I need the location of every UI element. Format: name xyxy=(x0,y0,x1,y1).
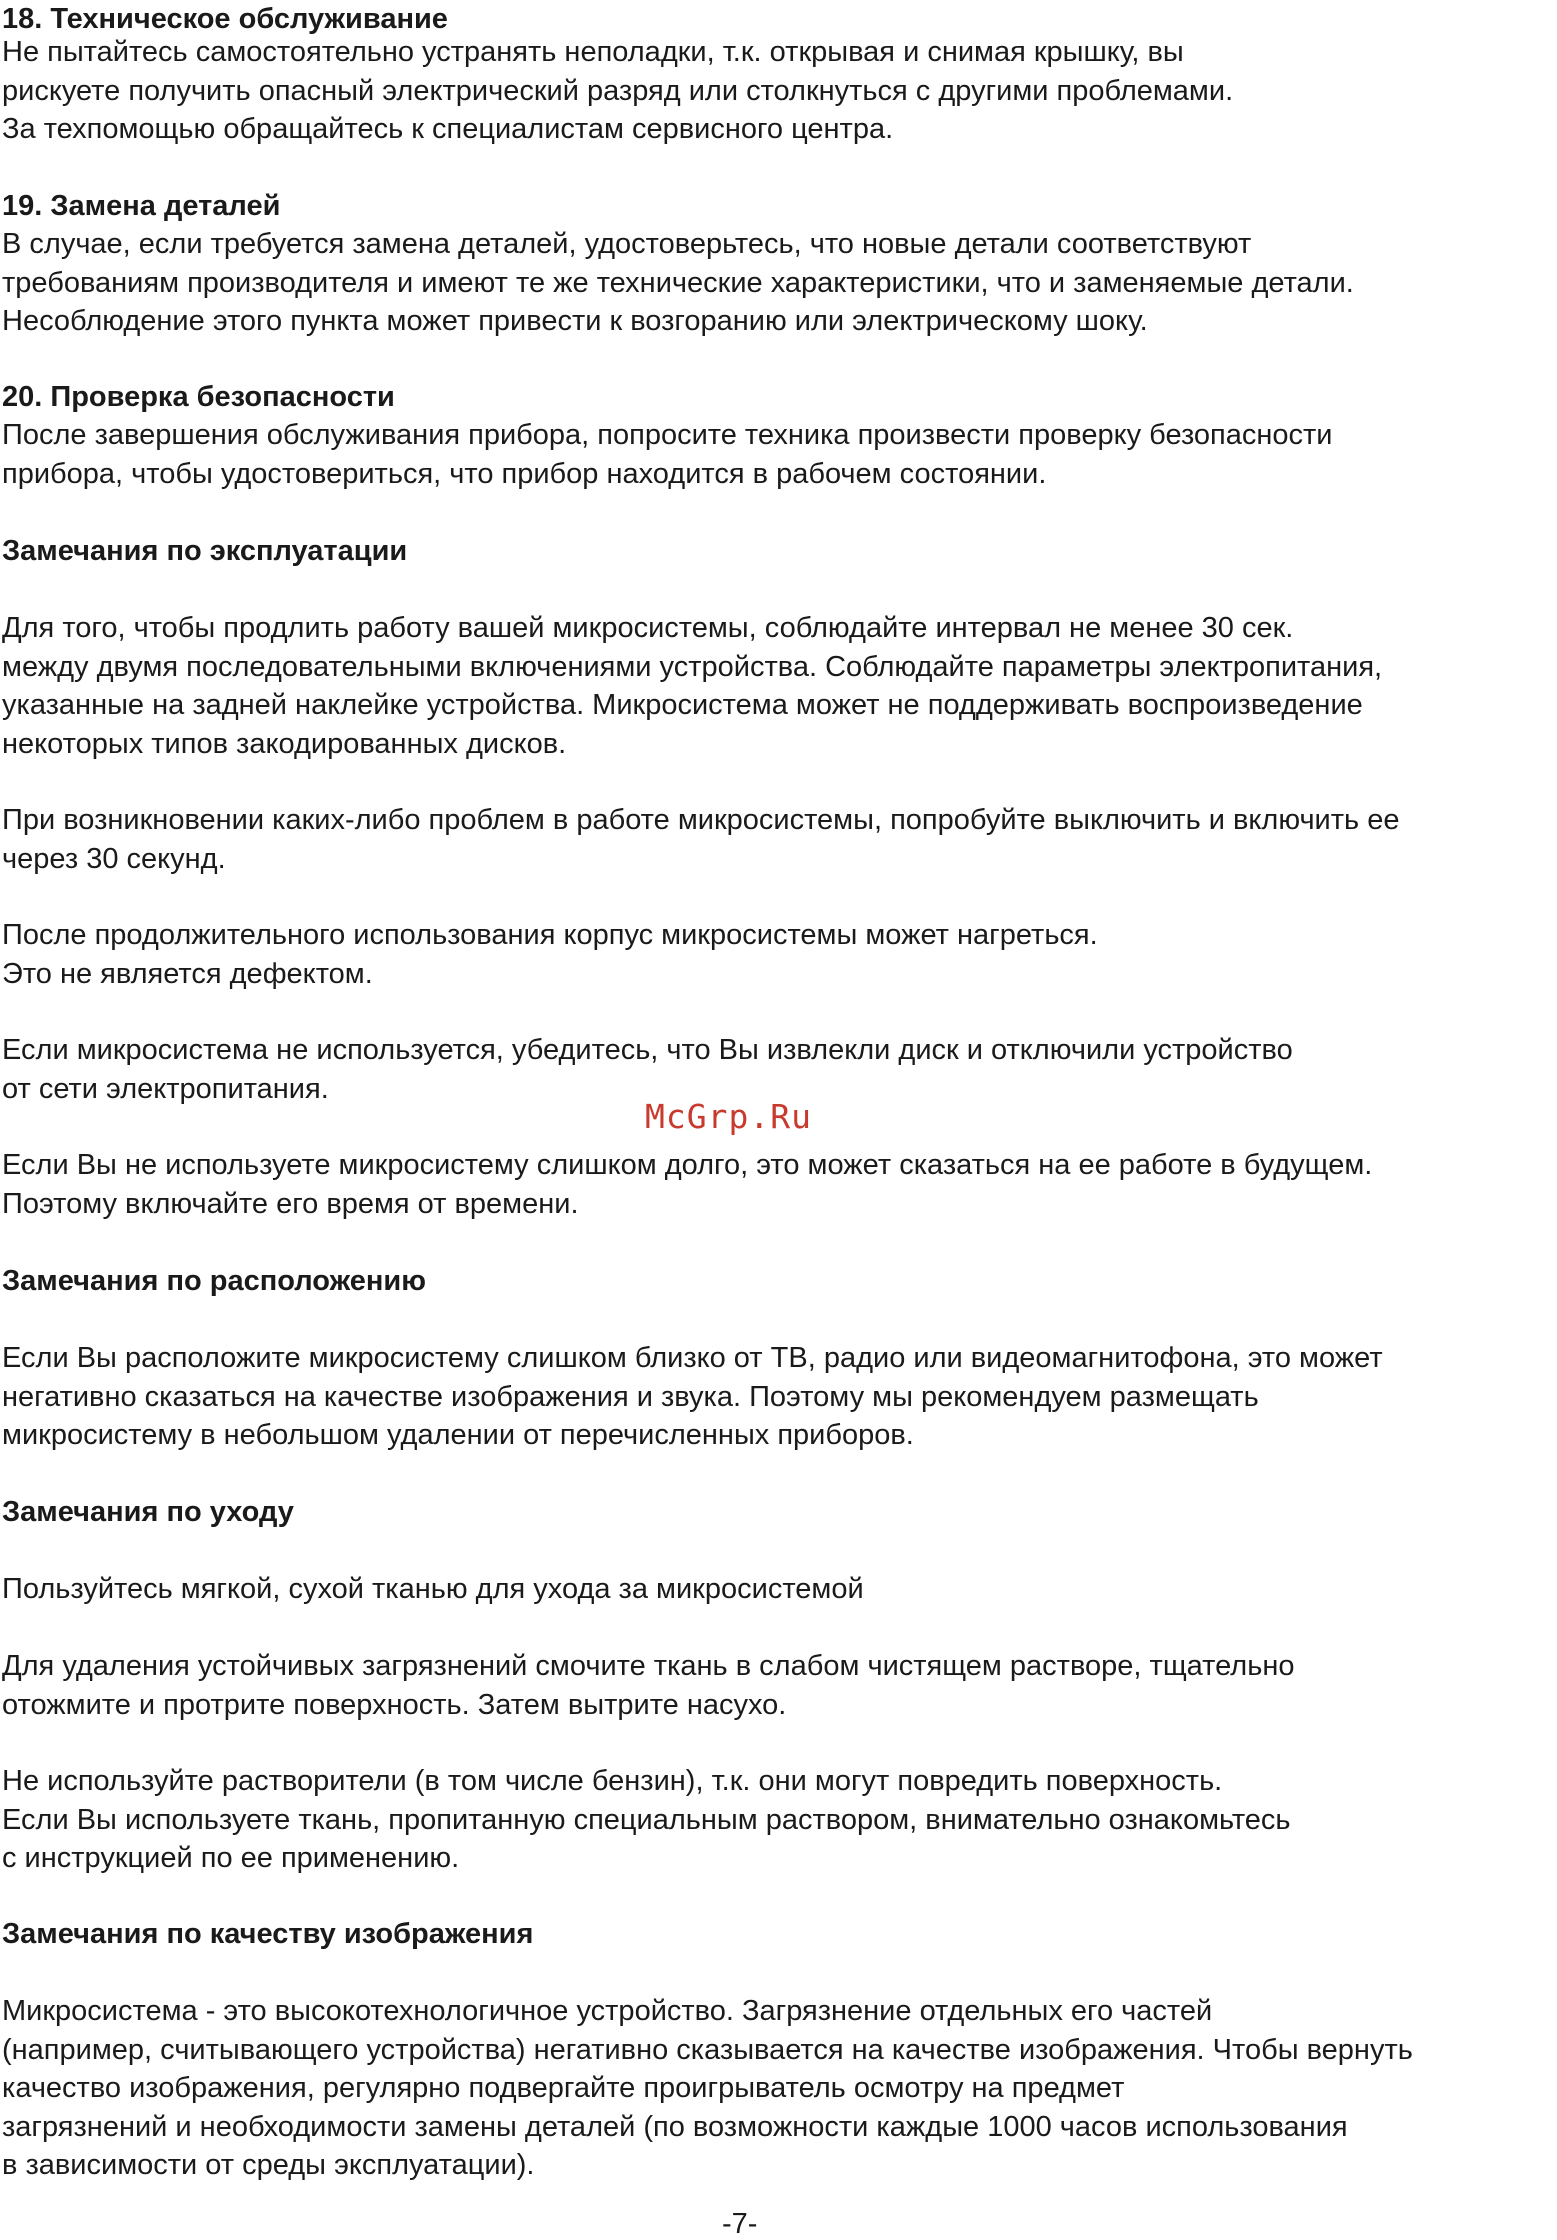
text-line: После завершения обслуживания прибора, попросите техника произвести проверку безопасности xyxy=(2,419,1333,451)
care-notes-heading: Замечания по уходу xyxy=(2,1496,294,1528)
text-line: в зависимости от среды эксплуатации). xyxy=(2,2149,535,2181)
image-quality-paragraph-1 xyxy=(2,1992,1413,2185)
section-18-heading: 18. Техническое обслуживание xyxy=(2,3,448,35)
text-line: с инструкцией по ее применению. xyxy=(2,1842,460,1874)
text-line: В случае, если требуется замена деталей, удостоверьтесь, что новые детали соответствуют xyxy=(2,228,1252,260)
image-quality-notes-heading: Замечания по качеству изображения xyxy=(2,1918,534,1950)
care-paragraph-3 xyxy=(2,1762,1291,1878)
text-line: от сети электропитания. xyxy=(2,1072,329,1105)
operation-paragraph-1 xyxy=(2,609,1382,763)
care-paragraph-2 xyxy=(2,1647,1294,1724)
section-18-body xyxy=(2,33,1233,149)
text-line: Если Вы расположите микросистему слишком близко от ТВ, радио или видеомагнитофона, это может xyxy=(2,1342,1383,1374)
text-line: Не используйте растворители (в том числе бензин), т.к. они могут повредить поверхность. xyxy=(2,1765,1223,1797)
text-line: Если Вы используете ткань, пропитанную специальным раствором, внимательно ознакомьтесь xyxy=(2,1803,1291,1836)
text-line: загрязнений и необходимости замены деталей (по возможности каждые 1000 часов использования xyxy=(2,2110,1348,2143)
placement-notes-heading: Замечания по расположению xyxy=(2,1265,426,1297)
section-19-body xyxy=(2,225,1354,341)
text-line: Несоблюдение этого пункта может привести к возгоранию или электрическому шоку. xyxy=(2,305,1148,337)
operation-paragraph-3 xyxy=(2,916,1098,993)
text-line: Пользуйтесь мягкой, сухой тканью для ухода за микросистемой xyxy=(2,1573,864,1605)
text-line: прибора, чтобы удостовериться, что прибор находится в рабочем состоянии. xyxy=(2,457,1047,490)
text-line: Это не является дефектом. xyxy=(2,957,373,990)
placement-paragraph-1 xyxy=(2,1339,1383,1455)
text-line: отожмите и протрите поверхность. Затем вытрите насухо. xyxy=(2,1688,787,1721)
watermark-logo: McGrp.Ru xyxy=(645,1097,812,1136)
text-line: После продолжительного использования корпус микросистемы может нагреться. xyxy=(2,919,1098,951)
operation-notes-heading: Замечания по эксплуатации xyxy=(2,535,408,567)
text-line: (например, считывающего устройства) негативно сказывается на качестве изображения. Чтобы вернуть xyxy=(2,2033,1413,2066)
text-line: За техпомощью обращайтесь к специалистам сервисного центра. xyxy=(2,113,894,145)
text-line: некоторых типов закодированных дисков. xyxy=(2,727,567,760)
text-line: рискуете получить опасный электрический разряд или столкнуться с другими проблемами. xyxy=(2,74,1234,107)
section-19-heading: 19. Замена деталей xyxy=(2,190,281,222)
text-line: Не пытайтесь самостоятельно устранять неполадки, т.к. открывая и снимая крышку, вы xyxy=(2,36,1184,68)
text-line: Поэтому включайте его время от времени. xyxy=(2,1187,579,1220)
text-line: Микросистема - это высокотехнологичное устройство. Загрязнение отдельных его частей xyxy=(2,1995,1213,2027)
text-line: негативно сказаться на качестве изображения и звука. Поэтому мы рекомендуем размещать xyxy=(2,1380,1259,1413)
text-line: через 30 секунд. xyxy=(2,842,226,875)
text-line: микросистему в небольшом удалении от перечисленных приборов. xyxy=(2,1419,914,1451)
page-number: -7- xyxy=(722,2208,758,2240)
care-paragraph-1 xyxy=(2,1570,864,1609)
text-line: качество изображения, регулярно подвергайте проигрыватель осмотру на предмет xyxy=(2,2072,1125,2104)
operation-paragraph-5 xyxy=(2,1146,1372,1223)
text-line: Если Вы не используете микросистему слишком долго, это может сказаться на ее работе в будущем. xyxy=(2,1149,1373,1181)
text-line: Для того, чтобы продлить работу вашей микросистемы, соблюдайте интервал не менее 30 сек. xyxy=(2,612,1294,644)
text-line: указанные на задней наклейке устройства. Микросистема может не поддерживать воспроизведение xyxy=(2,689,1363,721)
text-line: Если микросистема не используется, убедитесь, что Вы извлекли диск и отключили устройство xyxy=(2,1034,1293,1066)
text-line: При возникновении каких-либо проблем в работе микросистемы, попробуйте выключить и включить ее xyxy=(2,804,1400,836)
text-line: между двумя последовательными включениями устройства. Соблюдайте параметры электропитания, xyxy=(2,650,1383,683)
section-20-heading: 20. Проверка безопасности xyxy=(2,381,395,413)
text-line: требованиям производителя и имеют те же технические характеристики, что и заменяемые детали. xyxy=(2,266,1354,299)
operation-paragraph-2 xyxy=(2,801,1399,878)
section-20-body xyxy=(2,416,1333,493)
text-line: Для удаления устойчивых загрязнений смочите ткань в слабом чистящем растворе, тщательно xyxy=(2,1650,1295,1682)
